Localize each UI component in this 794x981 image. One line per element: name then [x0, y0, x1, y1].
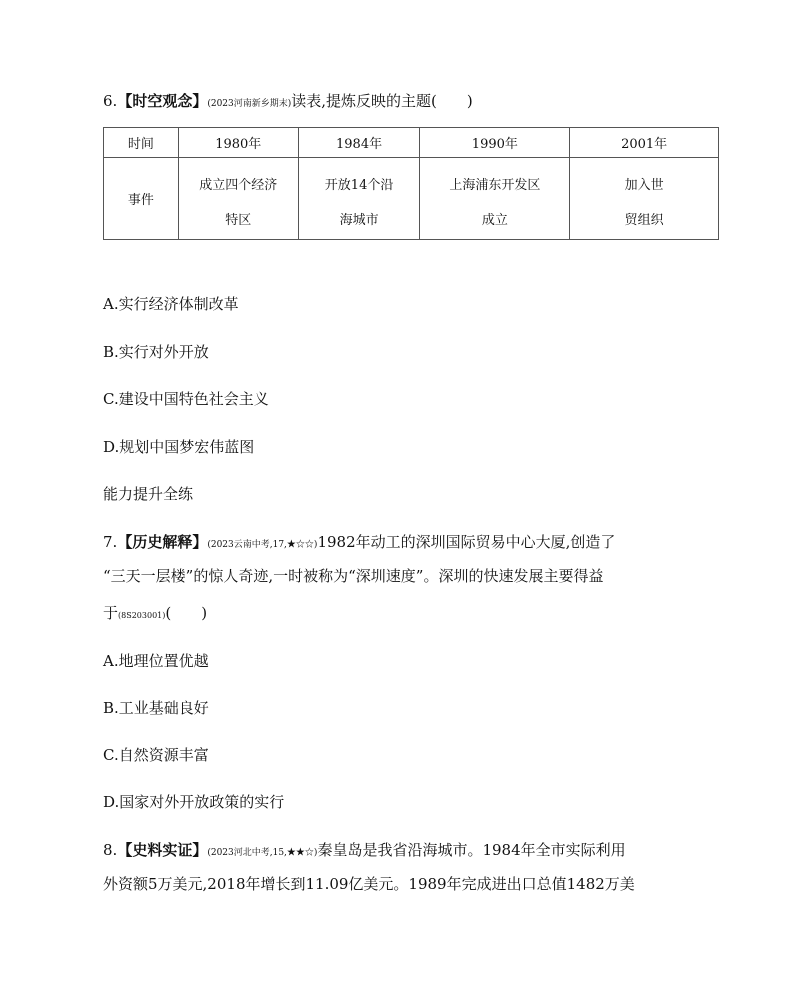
question-text: 秦皇岛是我省沿海城市。1984年全市实际利用 [317, 841, 626, 859]
question-text: 于 [103, 604, 119, 622]
question-7-line-3 [103, 605, 207, 624]
table-cell [298, 158, 420, 240]
table-header-cell: 1990年 [420, 128, 570, 158]
question-text: 读表,提炼反映的主题( ) [291, 92, 473, 110]
question-7-line-2: “三天一层楼”的惊人奇迹,一时被称为“深圳速度”。深圳的快速发展主要得益 [103, 567, 604, 585]
question-source: (2023河北中考,15,★★☆) [207, 848, 318, 858]
question-source: (2023河南新乡期末) [207, 99, 292, 109]
question-source: (2023云南中考,17,★☆☆) [207, 540, 318, 550]
answer-blank: ( ) [165, 604, 208, 622]
table-cell [420, 158, 570, 240]
option-b[interactable]: B.实行对外开放 [103, 343, 209, 361]
table-cell [570, 158, 719, 240]
table-header-row [104, 128, 719, 158]
option-a[interactable]: A.地理位置优越 [103, 652, 209, 670]
table-row [104, 158, 719, 240]
table-cell-line: 加入世 [624, 178, 664, 193]
question-number: 8. [103, 841, 118, 859]
question-number: 6. [103, 92, 118, 110]
question-code: (8S203001) [118, 611, 166, 620]
question-text: 1982年动工的深圳国际贸易中心大厦,创造了 [317, 533, 616, 551]
option-d[interactable]: D.规划中国梦宏伟蓝图 [103, 438, 255, 456]
table-cell-line: 特区 [225, 213, 252, 228]
option-a[interactable]: A.实行经济体制改革 [103, 295, 239, 313]
option-c[interactable]: C.建设中国特色社会主义 [103, 390, 269, 408]
question-8-line-2: 外资额5万美元,2018年增长到11.09亿美元。1989年完成进出口总值1482万美 [103, 875, 635, 893]
table-cell-line: 开放14个沿 [324, 178, 394, 193]
option-c[interactable]: C.自然资源丰富 [103, 746, 209, 764]
table-row-label: 事件 [104, 158, 179, 240]
option-b[interactable]: B.工业基础良好 [103, 699, 209, 717]
question-tag: 【时空观念】 [117, 92, 208, 110]
table-cell-line: 成立四个经济 [199, 178, 278, 193]
table-header-cell: 2001年 [570, 128, 719, 158]
table-header-cell: 1984年 [298, 128, 420, 158]
table-cell [178, 158, 298, 240]
table-cell-line: 成立 [481, 213, 508, 228]
question-tag: 【历史解释】 [117, 533, 208, 551]
question-number: 7. [103, 533, 118, 551]
question-8-stem [103, 842, 626, 861]
table-header-cell: 1980年 [178, 128, 298, 158]
timeline-table [103, 127, 719, 240]
question-tag: 【史料实证】 [117, 841, 208, 859]
section-title: 能力提升全练 [103, 485, 194, 503]
table-header-cell: 时间 [104, 128, 179, 158]
table-cell-line: 上海浦东开发区 [449, 178, 541, 193]
table-cell-line: 海城市 [339, 213, 379, 228]
table-cell-line: 贸组织 [624, 213, 664, 228]
question-6-stem [103, 93, 473, 112]
question-7-stem [103, 534, 615, 553]
option-d[interactable]: D.国家对外开放政策的实行 [103, 793, 285, 811]
